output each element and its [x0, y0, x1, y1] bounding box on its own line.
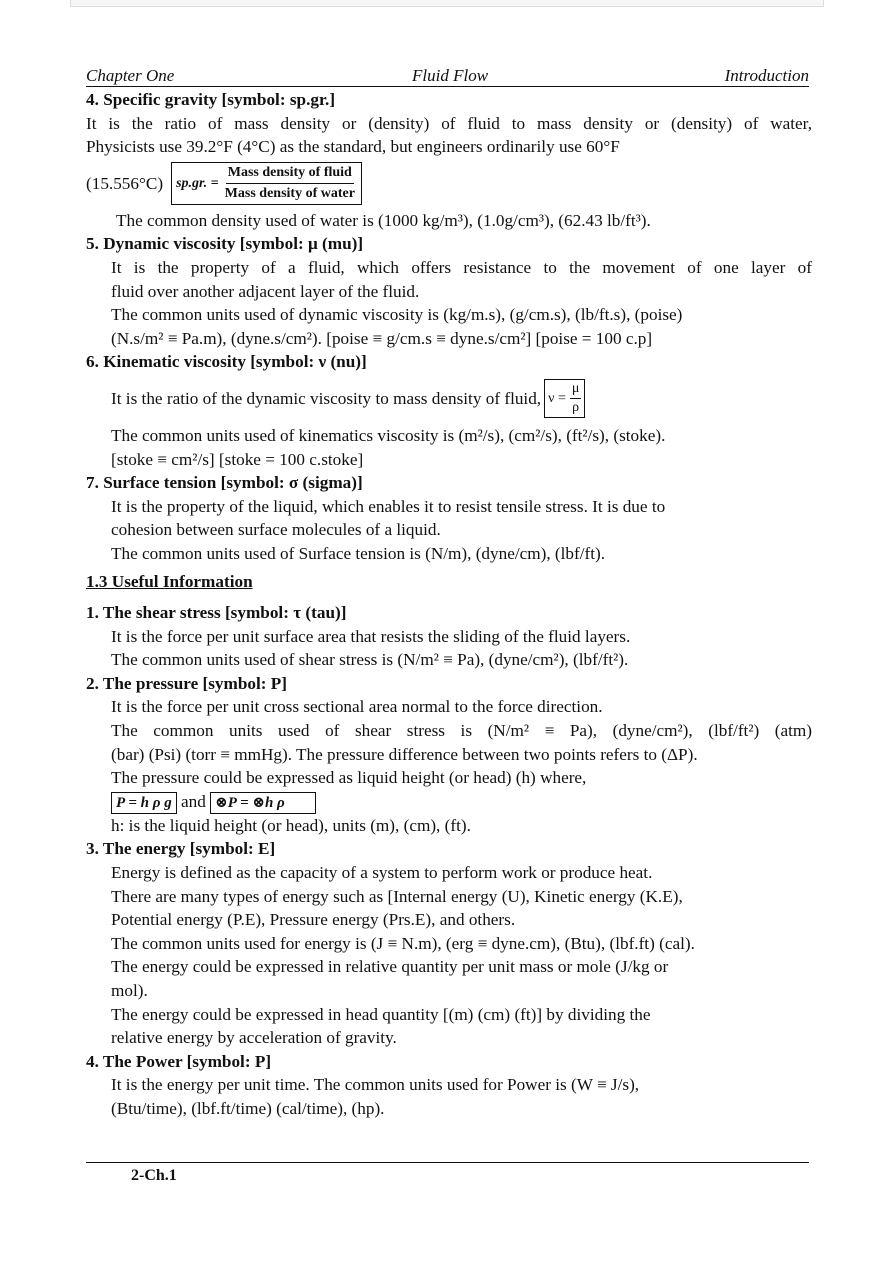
- st-line1: It is the property of the liquid, which enables it to resist tensile stress. It is due to: [111, 496, 666, 516]
- st-line2: cohesion between surface molecules of a liquid.: [111, 520, 441, 540]
- sg-fraction: [223, 163, 357, 204]
- press-line4: The pressure could be expressed as liquid height (or head) (h) where,: [111, 768, 587, 788]
- top-toolbar-strip: [70, 0, 824, 7]
- energy-title: 3. The energy [symbol: E]: [86, 839, 276, 859]
- kin-numerator: μ: [570, 380, 582, 399]
- dyn-line2: fluid over another adjacent layer of the fluid.: [111, 281, 420, 301]
- st-title: 7. Surface tension [symbol: σ (sigma)]: [86, 473, 363, 493]
- energy-line1: Energy is defined as the capacity of a system to perform work or produce heat.: [111, 863, 653, 883]
- shear-title: 1. The shear stress [symbol: τ (tau)]: [86, 603, 347, 623]
- energy-line5: The energy could be expressed in relative quantity per unit mass or mole (J/kg or: [111, 957, 669, 977]
- sg-line2: Physicists use 39.2°F (4°C) as the standard, but engineers ordinarily use 60°F: [86, 137, 620, 157]
- sg-numerator: Mass density of fluid: [226, 163, 354, 184]
- sg-formula: [171, 162, 362, 205]
- kin-formula-row: [86, 374, 812, 424]
- header-topic: Introduction: [724, 66, 809, 85]
- kin-line3: [stoke ≡ cm²/s] [stoke = 100 c.stoke]: [111, 449, 364, 469]
- header-subject: Fluid Flow: [412, 66, 489, 85]
- shear-line2: The common units used of shear stress is (N/m² ≡ Pa), (dyne/cm²), (lbf/ft²).: [111, 650, 629, 670]
- dyn-line3: The common units used of dynamic viscosity is (kg/m.s), (g/cm.s), (lb/ft.s), (poise): [111, 305, 683, 325]
- sg-temp: (15.556°C): [86, 173, 164, 193]
- press-formulas: [86, 790, 812, 814]
- power-line1: It is the energy per unit time. The common units used for Power is (W ≡ J/s),: [111, 1075, 640, 1095]
- kin-fraction: [570, 380, 582, 417]
- kin-formula-lhs: ν =: [548, 391, 566, 407]
- kin-denominator: ρ: [572, 400, 580, 416]
- kin-line1: It is the ratio of the dynamic viscosity to mass density of fluid,: [111, 389, 542, 409]
- press-and: and: [181, 791, 206, 811]
- st-line3: The common units used of Surface tension is (N/m), (dyne/cm), (lbf/ft).: [111, 543, 606, 563]
- power-line2: (Btu/time), (lbf.ft/time) (cal/time), (hp).: [111, 1098, 385, 1118]
- page-footer: [86, 1162, 809, 1184]
- sg-formula-row: [86, 159, 812, 209]
- press-line5: h: is the liquid height (or head), units (m), (cm), (ft).: [111, 815, 471, 835]
- shear-line1: It is the force per unit surface area that resists the sliding of the fluid layers.: [111, 626, 631, 646]
- header-chapter: Chapter One: [86, 66, 175, 85]
- page-header: [86, 66, 809, 87]
- dyn-title: 5. Dynamic viscosity [symbol: μ (mu)]: [86, 234, 364, 254]
- page-body: [86, 88, 812, 1121]
- sg-title: 4. Specific gravity [symbol: sp.gr.]: [86, 90, 336, 109]
- power-title: 4. The Power [symbol: P]: [86, 1051, 272, 1071]
- section-spacer: [86, 593, 812, 601]
- dyn-line4: (N.s/m² ≡ Pa.m), (dyne.s/cm²). [poise ≡ g/cm.s ≡ dyne.s/cm²] [poise = 100 c.p]: [111, 328, 653, 348]
- energy-line7: The energy could be expressed in head quantity [(m) (cm) (ft)] by dividing the: [111, 1004, 651, 1024]
- press-line2: The common units used of shear stress is (N/m² ≡ Pa), (dyne/cm²), (lbf/ft²) (atm): [111, 721, 812, 741]
- pressure-diff-formula: ⊗P = ⊗h ρ: [210, 792, 316, 814]
- energy-line3: Potential energy (P.E), Pressure energy (Prs.E), and others.: [111, 910, 516, 930]
- press-title: 2. The pressure [symbol: P]: [86, 673, 288, 693]
- energy-line2: There are many types of energy such as [Internal energy (U), Kinetic energy (K.E),: [111, 886, 683, 906]
- kin-title: 6. Kinematic viscosity [symbol: ν (nu)]: [86, 352, 367, 372]
- sg-formula-lhs: sp.gr. =: [176, 175, 219, 191]
- press-line1: It is the force per unit cross sectional area normal to the force direction.: [111, 697, 603, 717]
- dyn-line1: It is the property of a fluid, which offers resistance to the movement of one layer of: [111, 257, 812, 277]
- sg-denominator: Mass density of water: [224, 186, 355, 202]
- section-heading: 1.3 Useful Information: [86, 571, 253, 591]
- energy-line4: The common units used for energy is (J ≡ N.m), (erg ≡ dyne.cm), (Btu), (lbf.ft) (cal).: [111, 933, 695, 953]
- sg-density: The common density used of water is (1000 kg/m³), (1.0g/cm³), (62.43 lb/ft³).: [116, 210, 651, 230]
- kin-formula: [544, 379, 585, 418]
- press-line3: (bar) (Psi) (torr ≡ mmHg). The pressure difference between two points refers to (ΔP).: [111, 744, 698, 764]
- sg-line1: It is the ratio of mass density or (density) of fluid to mass density or (density) of water,: [86, 113, 812, 133]
- page-number: 2-Ch.1: [131, 1167, 177, 1184]
- pressure-formula: P = h ρ g: [111, 792, 177, 814]
- energy-line6: mol).: [111, 981, 148, 1000]
- energy-line8: relative energy by acceleration of gravity.: [111, 1028, 397, 1048]
- kin-line2: The common units used of kinematics viscosity is (m²/s), (cm²/s), (ft²/s), (stoke).: [111, 425, 666, 445]
